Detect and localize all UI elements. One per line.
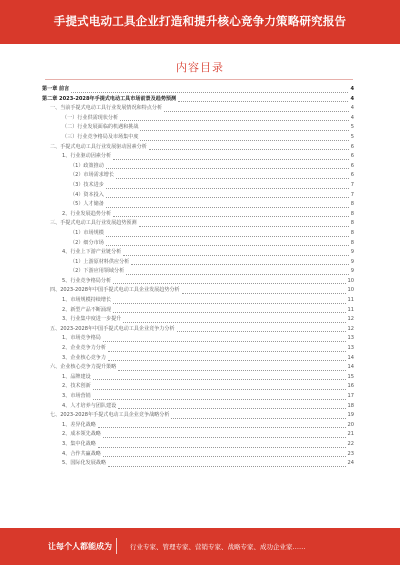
toc-page-number: 8 (350, 201, 354, 208)
toc-entry-text: （1）市场规模 (70, 229, 104, 236)
toc-page-number: 10 (347, 277, 354, 284)
toc-entry[interactable] (42, 85, 354, 95)
toc-entry[interactable] (42, 430, 354, 440)
toc-entry-text: 五、2023-2028年中国手提式电动工具企业竞争力分析 (50, 325, 175, 332)
toc-entry-text: 六、企业核心竞争力提升策略 (50, 364, 117, 371)
toc-entry-text: （2）市场需求增长 (70, 172, 114, 179)
toc-entry[interactable] (42, 363, 354, 373)
toc-entry-text: （1）上游原材料供应分析 (70, 258, 130, 265)
footer-divider (116, 538, 117, 554)
toc-leader-dots (118, 370, 345, 371)
toc-entry-text: 1、市场竞争格局 (62, 335, 101, 342)
toc-entry[interactable] (42, 344, 354, 354)
toc-leader-dots (177, 331, 346, 332)
toc-entry[interactable] (42, 411, 354, 421)
toc-entry[interactable] (42, 315, 354, 325)
toc-entry-text: 3、市场营销 (62, 393, 91, 399)
toc-leader-dots (93, 389, 346, 390)
toc-entry[interactable] (42, 459, 354, 469)
toc-entry-text: （一）行业供需现状分析 (62, 114, 119, 121)
toc-page-number: 6 (350, 143, 354, 150)
toc-leader-dots (106, 207, 349, 208)
toc-leader-dots (126, 274, 349, 275)
toc-leader-dots (164, 111, 349, 112)
toc-entry-text: （2）下游应用领域分析 (70, 268, 125, 275)
toc-entry-text: 4、人才培养与团队建设 (62, 402, 117, 409)
toc-entry[interactable] (42, 133, 354, 143)
toc-entry-text: 2、技术创新 (62, 383, 91, 390)
toc-page-number: 13 (347, 335, 354, 342)
toc-entry[interactable] (42, 277, 354, 287)
toc-entry[interactable] (42, 334, 354, 344)
toc-entry-text: （二）行业发展面临的机遇和挑战 (62, 124, 139, 131)
toc-entry[interactable] (42, 267, 354, 277)
toc-page-number: 8 (350, 239, 354, 246)
toc-page-number: 24 (347, 460, 354, 467)
toc-entry-text: 3、行业集中度进一步提升 (62, 316, 122, 323)
toc-leader-dots (178, 101, 348, 102)
toc-entry-text: 5、行业竞争格局分析 (62, 277, 112, 284)
toc-entry[interactable] (42, 152, 354, 162)
toc-page-number: 6 (350, 162, 354, 169)
toc-entry[interactable] (42, 402, 354, 412)
toc-page-number: 9 (350, 258, 354, 265)
toc-page-number: 19 (347, 412, 354, 419)
toc-leader-dots (113, 159, 349, 160)
toc-page-number: 17 (347, 393, 354, 399)
toc-leader-dots (123, 322, 345, 323)
toc-leader-dots (98, 427, 346, 428)
toc-entry-text: （5）人才储备 (70, 201, 104, 208)
toc-entry[interactable] (42, 450, 354, 460)
toc-entry-text: （1）政策推动 (70, 162, 104, 169)
toc-page-number: 23 (347, 450, 354, 457)
footer-tagline: 行业专家、管理专家、营销专家、战略专家、成功企业家…… (130, 543, 306, 551)
toc-leader-dots (93, 379, 346, 380)
toc-page-number: 12 (347, 325, 354, 332)
toc-entry-text: 1、品牌建设 (62, 373, 91, 380)
toc-entry-text: 3、企业核心竞争力 (62, 354, 106, 361)
toc-entry-text: 2、企业竞争力分析 (62, 345, 106, 352)
toc-entry[interactable] (42, 171, 354, 181)
toc-entry[interactable] (42, 123, 354, 133)
toc-leader-dots (113, 283, 345, 284)
toc-entry[interactable] (42, 104, 354, 114)
toc-leader-dots (71, 92, 348, 93)
toc-leader-dots (140, 130, 348, 131)
toc-entry[interactable] (42, 248, 354, 258)
toc-entry[interactable] (42, 382, 354, 392)
page-footer (0, 528, 400, 565)
toc-entry[interactable] (42, 181, 354, 191)
toc-page-number: 7 (350, 181, 354, 188)
toc-entry[interactable] (42, 258, 354, 268)
toc-entry-text: 1、行业驱动因素分析 (62, 153, 112, 160)
toc-page-number: 10 (347, 287, 354, 294)
toc-entry-text: 四、2023-2028年中国手提式电动工具企业发展趋势分析 (50, 287, 180, 294)
toc-entry-text: 4、行业上下游产业链分析 (62, 249, 122, 256)
toc-leader-dots (139, 226, 349, 227)
toc-entry-text: （三）行业竞争格局及市场集中度 (62, 133, 139, 140)
toc-page-number: 6 (350, 153, 354, 160)
toc-page-number: 4 (350, 95, 354, 102)
toc-entry[interactable] (42, 239, 354, 249)
toc-leader-dots (123, 255, 348, 256)
toc-entry-text: 1、差异化战略 (62, 421, 96, 428)
toc-leader-dots (103, 456, 346, 457)
toc-leader-dots (106, 168, 349, 169)
toc-page-number: 21 (347, 431, 354, 438)
toc-page-number: 8 (350, 210, 354, 217)
toc-entry-text: （3）技术进步 (70, 181, 104, 188)
toc-page-number: 5 (350, 124, 354, 131)
toc-leader-dots (98, 447, 346, 448)
toc-leader-dots (106, 245, 349, 246)
toc-page-number: 18 (347, 402, 354, 409)
toc-page-number: 14 (347, 354, 354, 361)
toc-entry[interactable] (42, 162, 354, 172)
toc-leader-dots (108, 466, 346, 467)
toc-entry[interactable] (42, 440, 354, 450)
toc-page-number: 13 (347, 345, 354, 352)
toc-page-number: 12 (347, 316, 354, 323)
toc-entry[interactable] (42, 143, 354, 153)
toc-leader-dots (113, 303, 345, 304)
toc-entry[interactable] (42, 114, 354, 124)
toc-leader-dots (108, 351, 346, 352)
toc-leader-dots (118, 408, 345, 409)
toc-entry[interactable] (42, 325, 354, 335)
toc-entry[interactable] (42, 219, 354, 229)
toc-entry-text: 第二章 2023-2028年手提式电动工具市场前景及趋势预测 (42, 95, 177, 102)
toc-entry[interactable] (42, 306, 354, 316)
toc-entry[interactable] (42, 229, 354, 239)
toc-leader-dots (106, 188, 349, 189)
table-of-contents (42, 85, 354, 469)
toc-entry[interactable] (42, 191, 354, 201)
toc-page-number: 20 (347, 421, 354, 428)
toc-page-number: 11 (347, 306, 354, 313)
toc-page-number: 9 (350, 249, 354, 256)
toc-leader-dots (93, 399, 346, 400)
toc-entry-text: 二、手提式电动工具行业发展驱动因素分析 (50, 143, 147, 150)
toc-leader-dots (120, 120, 349, 121)
toc-leader-dots (116, 178, 349, 179)
toc-leader-dots (140, 140, 348, 141)
toc-entry[interactable] (42, 354, 354, 364)
toc-entry[interactable] (42, 392, 354, 402)
toc-page-number: 8 (350, 220, 354, 227)
toc-heading: 内容目录 (176, 61, 224, 74)
toc-leader-dots (182, 293, 346, 294)
toc-page-number: 4 (350, 105, 354, 112)
toc-leader-dots (171, 418, 345, 419)
toc-entry-text: 2、行业发展趋势分析 (62, 210, 112, 217)
toc-entry-text: 三、手提式电动工具行业发展趋势预测 (50, 220, 137, 227)
toc-entry-text: 第一章 前言 (42, 86, 70, 92)
toc-page-number: 7 (350, 191, 354, 198)
toc-leader-dots (106, 236, 349, 237)
toc-page-number: 22 (347, 440, 354, 447)
toc-entry-text: （2）细分市场 (70, 239, 104, 246)
toc-page-number: 4 (350, 114, 354, 121)
toc-leader-dots (113, 216, 349, 217)
page-header (0, 0, 400, 44)
toc-leader-dots (149, 149, 349, 150)
toc-entry-text: 3、集中化战略 (62, 440, 96, 447)
toc-leader-dots (103, 437, 346, 438)
report-title: 手提式电动工具企业打造和提升核心竞争力策略研究报告 (53, 14, 347, 28)
toc-entry-text: 5、国际化发展战略 (62, 460, 106, 467)
toc-entry[interactable] (42, 286, 354, 296)
toc-entry-text: 一、当前手提式电动工具行业发展情况和特点分析 (50, 105, 163, 112)
toc-page-number: 16 (347, 383, 354, 390)
toc-entry-text: （4）资本投入 (70, 191, 104, 198)
toc-entry[interactable] (42, 296, 354, 306)
toc-entry[interactable] (42, 210, 354, 220)
toc-entry-text: 4、合作共赢战略 (62, 450, 101, 457)
toc-entry-text: 2、新型产品不断涌现 (62, 306, 112, 313)
toc-entry-text: 七、2023-2028年手提式电动工具企业竞争战略分析 (50, 412, 170, 419)
toc-entry[interactable] (42, 421, 354, 431)
toc-divider (45, 79, 353, 80)
toc-entry-text: 1、市场规模持续增长 (62, 297, 112, 304)
footer-slogan: 让每个人都能成为 (48, 542, 112, 551)
toc-leader-dots (103, 341, 346, 342)
toc-entry[interactable] (42, 200, 354, 210)
toc-entry[interactable] (42, 95, 354, 105)
toc-leader-dots (113, 312, 345, 313)
toc-page-number: 6 (350, 172, 354, 179)
toc-page-number: 5 (350, 133, 354, 140)
toc-page-number: 15 (347, 373, 354, 380)
toc-page-number: 4 (350, 86, 354, 92)
toc-leader-dots (108, 360, 346, 361)
toc-leader-dots (131, 264, 348, 265)
toc-page-number: 9 (350, 268, 354, 275)
toc-leader-dots (106, 197, 349, 198)
toc-page-number: 14 (347, 364, 354, 371)
toc-entry-text: 2、成本领先战略 (62, 431, 101, 438)
toc-page-number: 11 (347, 297, 354, 304)
toc-page-number: 8 (350, 229, 354, 236)
toc-entry[interactable] (42, 373, 354, 383)
